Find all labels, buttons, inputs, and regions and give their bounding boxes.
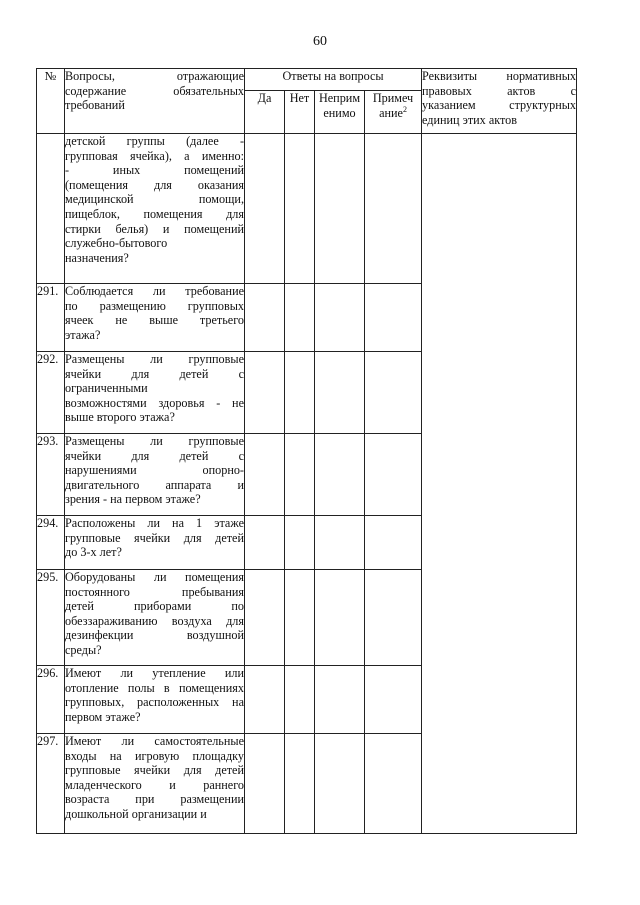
footnote-marker: 2 xyxy=(402,104,407,114)
answer-yes-cell[interactable] xyxy=(245,434,285,516)
header-reference-line: единиц этих актов xyxy=(422,112,518,127)
header-questions-line: содержание обязательных xyxy=(65,83,244,98)
question-text xyxy=(65,134,245,284)
question-line: Размещены ли групповые xyxy=(65,352,244,366)
question-line: возраста при размещении xyxy=(65,792,244,807)
question-text xyxy=(65,734,245,834)
row-number: 293. xyxy=(37,434,65,516)
answer-note-cell[interactable] xyxy=(365,516,422,570)
answer-no-cell[interactable] xyxy=(285,134,315,284)
question-line: входы на игровую площадку xyxy=(65,748,244,763)
header-reference-line: указанием структурных xyxy=(422,98,577,113)
answer-no-cell[interactable] xyxy=(285,570,315,666)
header-yes: Да xyxy=(245,91,285,134)
checklist-table xyxy=(36,68,577,834)
answer-note-cell[interactable] xyxy=(365,570,422,666)
answer-yes-cell[interactable] xyxy=(245,734,285,834)
question-line: медицинской помощи, xyxy=(65,192,244,207)
answer-note-cell[interactable] xyxy=(365,284,422,352)
answer-no-cell[interactable] xyxy=(285,352,315,434)
header-answers: Ответы на вопросы xyxy=(245,69,422,91)
question-line: нарушениями опорно- xyxy=(65,463,244,478)
row-number: 292. xyxy=(37,352,65,434)
answer-yes-cell[interactable] xyxy=(245,666,285,734)
question-line: двигательного аппарата и xyxy=(65,477,244,492)
answer-no-cell[interactable] xyxy=(285,284,315,352)
header-note-line: ание xyxy=(379,105,403,120)
question-line: Расположены ли на 1 этаже xyxy=(65,516,244,530)
question-line: постоянного пребывания xyxy=(65,584,244,599)
question-line: по размещению групповых xyxy=(65,298,244,313)
question-line: ячейки для детей с xyxy=(65,366,244,381)
row-number: 295. xyxy=(37,570,65,666)
answer-no-cell[interactable] xyxy=(285,666,315,734)
question-line: групповых, расположенных на xyxy=(65,695,244,710)
question-line: детей приборами по xyxy=(65,599,244,614)
header-questions xyxy=(65,69,245,134)
row-number: 297. xyxy=(37,734,65,834)
answer-no-cell[interactable] xyxy=(285,516,315,570)
answer-no-cell[interactable] xyxy=(285,734,315,834)
answer-note-cell[interactable] xyxy=(365,734,422,834)
question-line: возможностями здоровья - не xyxy=(65,395,244,410)
row-number xyxy=(37,134,65,284)
answer-no-cell[interactable] xyxy=(285,434,315,516)
question-line: (помещения для оказания xyxy=(65,177,244,192)
answer-yes-cell[interactable] xyxy=(245,284,285,352)
question-line: назначения? xyxy=(65,250,129,265)
question-line: обеззараживанию воздуха для xyxy=(65,613,244,628)
table-row xyxy=(37,134,577,284)
question-line: служебно-бытового xyxy=(65,236,168,251)
question-line: Соблюдается ли требование xyxy=(65,284,244,298)
question-line: ограниченными xyxy=(65,381,148,396)
answer-note-cell[interactable] xyxy=(365,352,422,434)
question-line: групповая ячейка), а именно: xyxy=(65,148,244,163)
checklist-body xyxy=(37,134,577,834)
question-text xyxy=(65,284,245,352)
question-text xyxy=(65,516,245,570)
answer-note-cell[interactable] xyxy=(365,666,422,734)
page-number: 60 xyxy=(313,34,327,49)
answer-note-cell[interactable] xyxy=(365,434,422,516)
question-line: выше второго этажа? xyxy=(65,410,175,425)
answer-na-cell[interactable] xyxy=(315,434,365,516)
answer-na-cell[interactable] xyxy=(315,134,365,284)
header-number: № xyxy=(37,69,65,134)
header-questions-line: Вопросы, отражающие xyxy=(65,69,244,83)
question-line: Имеют ли утепление или xyxy=(65,666,244,680)
answer-yes-cell[interactable] xyxy=(245,134,285,284)
header-na-line: енимо xyxy=(323,105,356,120)
row-number: 291. xyxy=(37,284,65,352)
question-text xyxy=(65,352,245,434)
header-na-line: Неприм xyxy=(318,91,361,106)
answer-na-cell[interactable] xyxy=(315,516,365,570)
question-text xyxy=(65,434,245,516)
answer-na-cell[interactable] xyxy=(315,570,365,666)
answer-na-cell[interactable] xyxy=(315,666,365,734)
question-line: Имеют ли самостоятельные xyxy=(65,734,244,748)
answer-yes-cell[interactable] xyxy=(245,352,285,434)
question-text xyxy=(65,570,245,666)
question-line: групповые ячейки для детей xyxy=(65,763,244,778)
question-line: до 3-х лет? xyxy=(65,545,122,560)
question-line: Размещены ли групповые xyxy=(65,434,244,448)
question-line: детской группы (далее - xyxy=(65,134,244,148)
answer-na-cell[interactable] xyxy=(315,352,365,434)
row-number: 296. xyxy=(37,666,65,734)
answer-yes-cell[interactable] xyxy=(245,570,285,666)
question-line: зрения - на первом этаже? xyxy=(65,492,201,507)
row-number: 294. xyxy=(37,516,65,570)
header-not-applicable xyxy=(315,91,365,134)
question-line: стирки белья) и помещений xyxy=(65,221,244,236)
reference-cell[interactable] xyxy=(422,134,577,834)
header-note-line: Примеч xyxy=(372,91,414,106)
question-line: пищеблок, помещения для xyxy=(65,206,244,221)
answer-note-cell[interactable] xyxy=(365,134,422,284)
question-line: дошкольной организации и xyxy=(65,806,207,821)
question-line: первом этаже? xyxy=(65,709,141,724)
answer-yes-cell[interactable] xyxy=(245,516,285,570)
question-line: ячейки для детей с xyxy=(65,448,244,463)
header-no: Нет xyxy=(285,91,315,134)
question-line: - иных помещений xyxy=(65,163,244,178)
answer-na-cell[interactable] xyxy=(315,284,365,352)
answer-na-cell[interactable] xyxy=(315,734,365,834)
header-note xyxy=(365,91,422,134)
header-reference-line: Реквизиты нормативных xyxy=(422,69,577,83)
header-reference xyxy=(422,69,577,134)
question-line: младенческого и раннего xyxy=(65,777,244,792)
question-line: Оборудованы ли помещения xyxy=(65,570,244,584)
header-questions-line: требований xyxy=(65,98,125,113)
question-line: дезинфекции воздушной xyxy=(65,628,244,643)
question-line: отопление полы в помещениях xyxy=(65,680,244,695)
question-line: этажа? xyxy=(65,327,101,342)
question-text xyxy=(65,666,245,734)
header-reference-line: правовых актов с xyxy=(422,83,577,98)
question-line: ячеек не выше третьего xyxy=(65,313,244,328)
question-line: групповые ячейки для детей xyxy=(65,530,244,545)
question-line: среды? xyxy=(65,642,102,657)
